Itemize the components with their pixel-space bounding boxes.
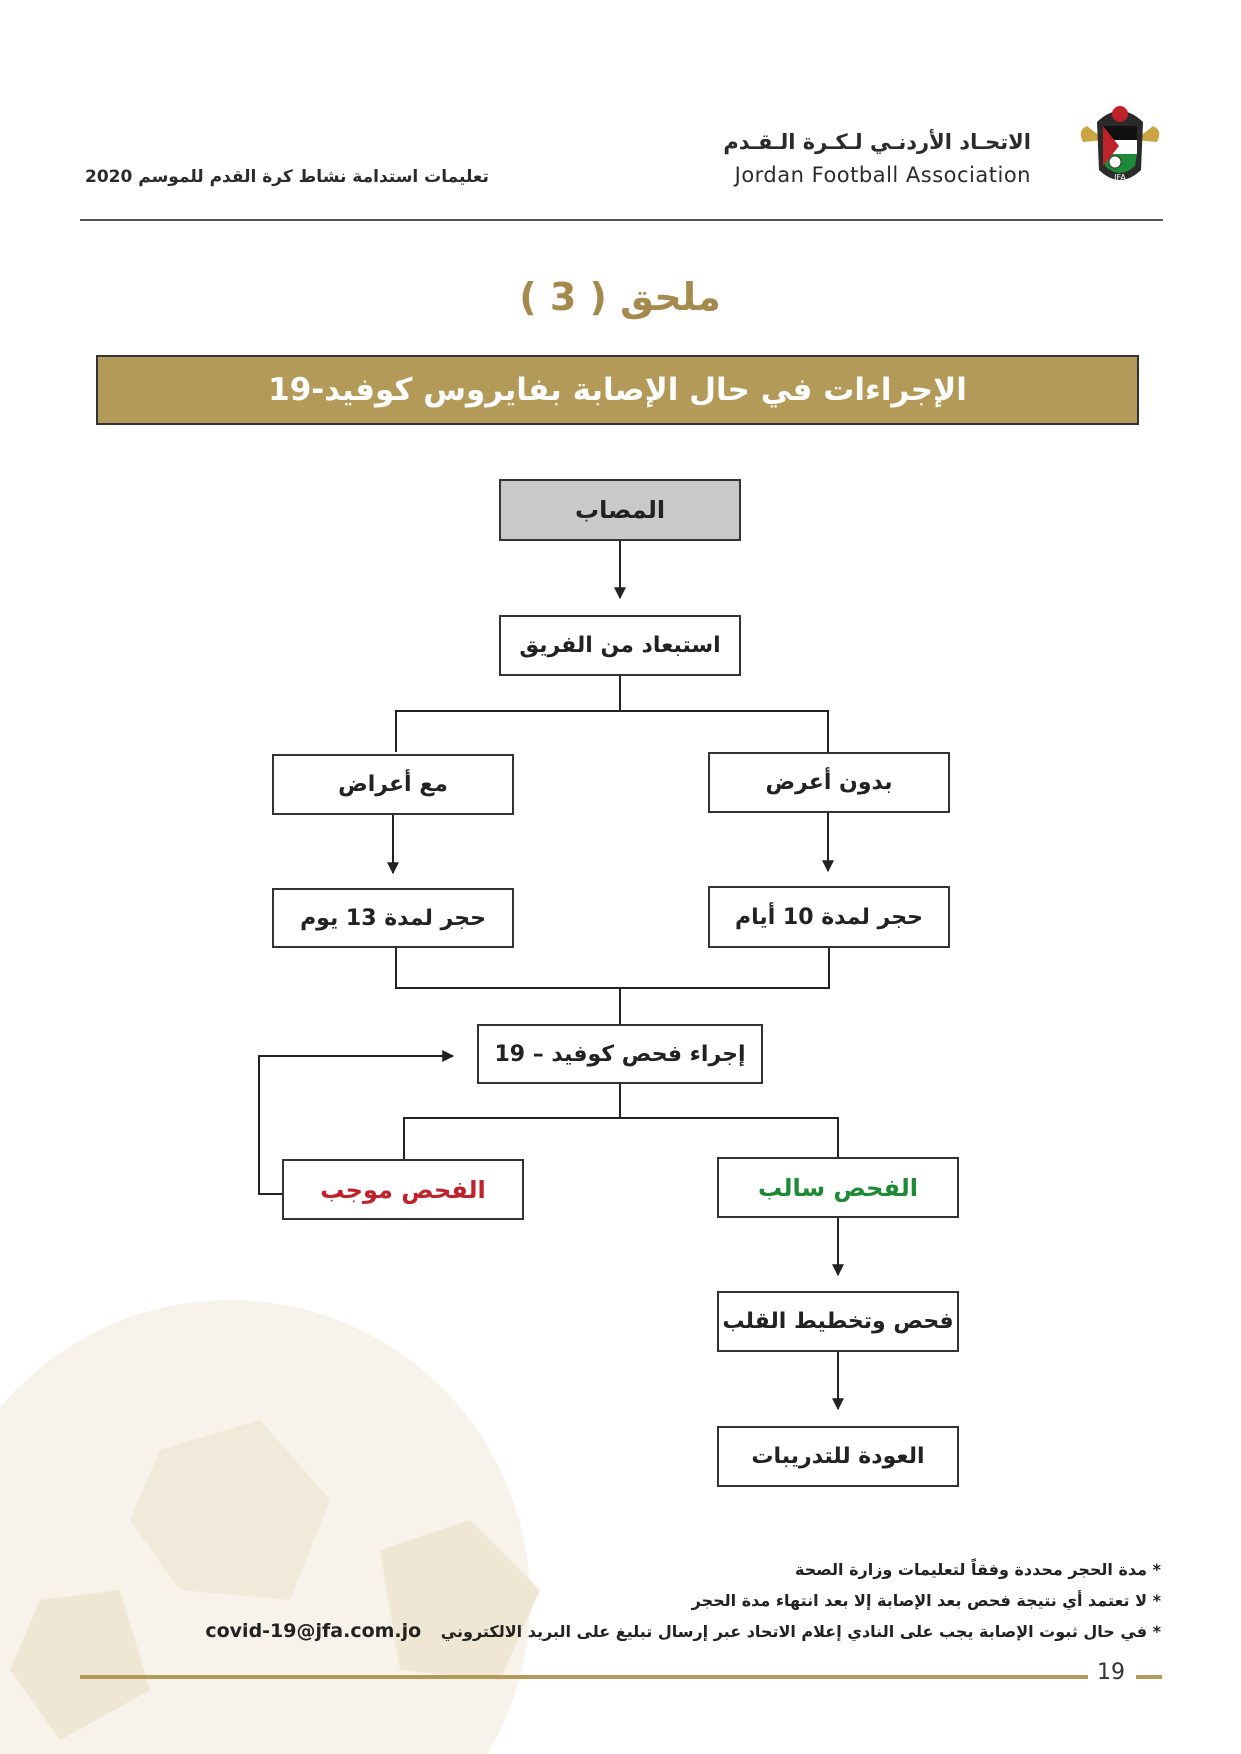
org-name-arabic: الاتحـاد الأردنـي لـكـرة الـقـدم bbox=[723, 130, 1031, 154]
no-symptoms-box: بدون أعرض bbox=[708, 752, 950, 813]
test-negative-box: الفحص سالب bbox=[717, 1157, 959, 1218]
covid-test-box: إجراء فحص كوفيد – 19 bbox=[477, 1024, 763, 1084]
with-symptoms-box: مع أعراض bbox=[272, 754, 514, 815]
heart-exam-box: فحص وتخطيط القلب bbox=[717, 1291, 959, 1352]
exclude-from-team-box: استبعاد من الفريق bbox=[499, 615, 741, 676]
note-1-text: مدة الحجر محددة وفقاً لتعليمات وزارة الصحة bbox=[795, 1560, 1148, 1579]
note-bullet: * bbox=[1152, 1560, 1161, 1579]
annex-title: ملحق ( 3 ) bbox=[519, 275, 721, 319]
note-2-text: لا تعتمد أي نتيجة فحص بعد الإصابة إلا بعد انتهاء مدة الحجر bbox=[691, 1591, 1148, 1610]
org-name-english: Jordan Football Association bbox=[734, 163, 1031, 187]
page-number: 19 bbox=[1097, 1660, 1125, 1685]
section-banner: الإجراءات في حال الإصابة بفايروس كوفيد-19 bbox=[96, 355, 1139, 425]
note-quarantine-duration bbox=[795, 1560, 1161, 1579]
quarantine-13-days-box: حجر لمدة 13 يوم bbox=[272, 888, 514, 948]
note-bullet: * bbox=[1152, 1622, 1161, 1641]
footer-gold-rule bbox=[80, 1675, 1088, 1679]
return-to-training-box: العودة للتدريبات bbox=[717, 1426, 959, 1487]
report-email-link[interactable]: covid-19@jfa.com.jo bbox=[205, 1620, 422, 1642]
footer-gold-dash bbox=[1136, 1675, 1162, 1679]
note-report-infection bbox=[205, 1620, 1161, 1642]
document-title: تعليمات استدامة نشاط كرة القدم للموسم 2020 bbox=[85, 167, 489, 187]
test-positive-box: الفحص موجب bbox=[282, 1159, 524, 1220]
note-bullet: * bbox=[1152, 1591, 1161, 1610]
quarantine-10-days-box: حجر لمدة 10 أيام bbox=[708, 886, 950, 948]
infected-box: المصاب bbox=[499, 479, 741, 541]
svg-text:JFA: JFA bbox=[1114, 173, 1126, 182]
note-3-text: في حال ثبوت الإصابة يجب على النادي إعلام الاتحاد عبر إرسال تبليغ على البريد الالكتروني bbox=[440, 1622, 1148, 1641]
note-test-validity bbox=[692, 1591, 1161, 1610]
